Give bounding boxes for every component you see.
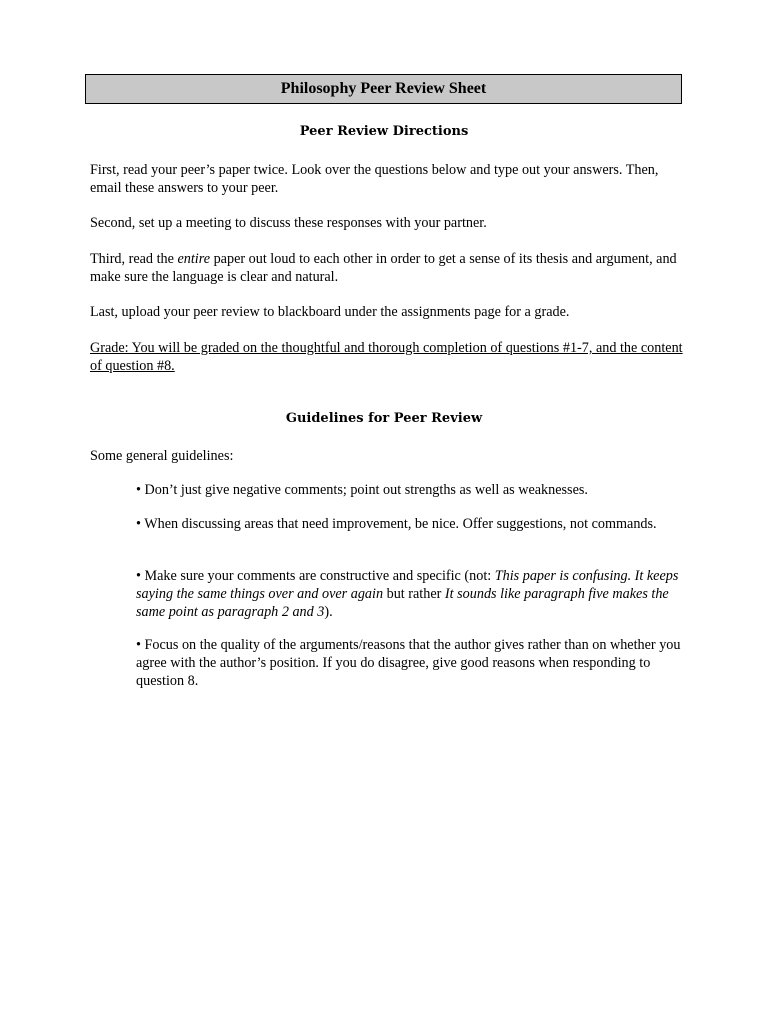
directions-paragraph-1: First, read your peer’s paper twice. Look over the questions below and type out your answers. Then, email these answers to your peer.: [90, 162, 659, 196]
directions-paragraph-3: [90, 250, 690, 286]
directions-paragraph-4: Last, upload your peer review to blackboard under the assignments page for a grade.: [90, 304, 570, 320]
b3-text-c: ).: [324, 604, 333, 620]
b3-text-a: • Make sure your comments are constructive and specific (not:: [136, 568, 495, 584]
b3-example-specific: It sounds like paragraph five makes the same point as paragraph 2 and 3: [136, 586, 669, 620]
p3-text-after: paper out loud to each other in order to get a sense of its thesis and argument, and make sure the language is clear and natural.: [90, 251, 677, 285]
document-title: [85, 74, 682, 104]
b3-example-confusing: This paper is confusing. It keeps saying the same things over and over again: [136, 568, 679, 602]
directions-heading: Peer Review Directions: [299, 124, 469, 139]
guidelines-heading: Guidelines for Peer Review: [285, 411, 483, 426]
p3-text-before: Third, read the: [90, 251, 178, 267]
document-title-text: Philosophy Peer Review Sheet: [280, 80, 487, 97]
guideline-bullet-4: • Focus on the quality of the arguments/reasons that the author gives rather than on whether you agree with the author’s position. If you do disagree, give good reasons when responding to question 8.: [136, 637, 681, 689]
guideline-bullet-2: • When discussing areas that need improvement, be nice. Offer suggestions, not commands.: [136, 516, 657, 532]
b3-text-b: but rather: [383, 586, 445, 602]
p3-emphasis: entire: [177, 251, 211, 267]
directions-paragraph-2: Second, set up a meeting to discuss these responses with your partner.: [90, 215, 487, 231]
guideline-bullet-1: • Don’t just give negative comments; point out strengths as well as weaknesses.: [136, 482, 588, 498]
guideline-bullet-3: [136, 567, 686, 621]
guidelines-intro: Some general guidelines:: [90, 448, 234, 464]
grade-statement: Grade: You will be graded on the thoughtful and thorough completion of questions #1-7, and the content of question #8.: [90, 340, 683, 374]
